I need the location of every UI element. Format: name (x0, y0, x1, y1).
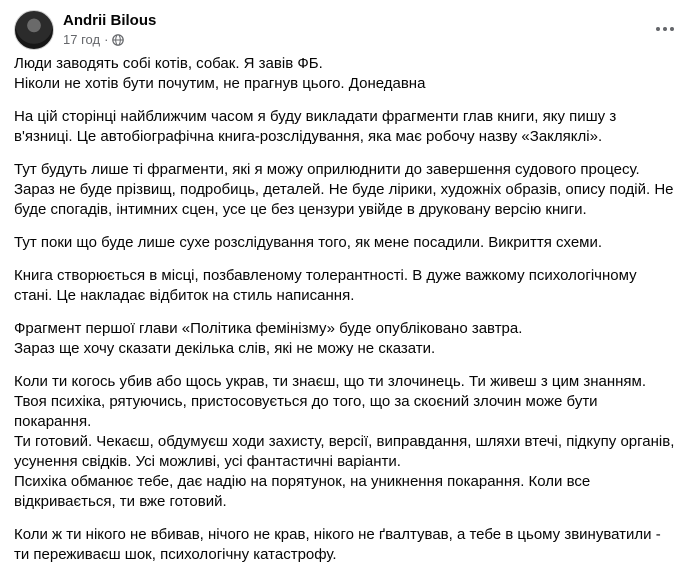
post-text-line: Коли ж ти нікого не вбивав, нічого не крав, нікого не ґвалтував, а тебе в цьому звинуватили - (14, 526, 661, 543)
post-text-line: стані. Це накладає відбиток на стиль написання. (14, 287, 355, 304)
post-text-line: в'язниці. Це автобіографічна книга-розслідування, яка має робочу назву «Закляклі». (14, 128, 603, 145)
post-text-line: Коли ти когось убив або щось украв, ти знаєш, що ти злочинець. Ти живеш з цим знанням. (14, 373, 646, 390)
post-text-line: Люди заводять собі котів, собак. Я завів ФБ. (14, 55, 323, 72)
post-meta (63, 32, 124, 47)
post-paragraph (14, 266, 683, 306)
more-options-button[interactable] (651, 14, 679, 42)
post-text-line: Зараз ще хочу сказати декілька слів, які не можу не сказати. (14, 340, 436, 357)
post-text-line: відкривається, ти вже готовий. (14, 493, 227, 510)
post-text-line: Ти готовий. Чекаєш, обдумуєш ходи захисту, версії, виправдання, шляхи втечі, підкупу органів, (14, 433, 675, 450)
post-paragraph (14, 107, 683, 147)
post-text-line: Твоя психіка, рятуючись, пристосовується до того, що за скоєний злочин може бути (14, 393, 598, 410)
post-text-line: На цій сторінці найближчим часом я буду викладати фрагменти глав книги, яку пишу з (14, 108, 617, 125)
post-paragraph (14, 54, 683, 94)
post-text-line: ти переживаєш шок, психологічну катастрофу. (14, 546, 337, 563)
post-paragraph (14, 319, 683, 359)
more-horizontal-icon (655, 19, 675, 37)
post-text (14, 54, 683, 565)
post-paragraph (14, 233, 683, 253)
post-paragraph (14, 525, 683, 565)
globe-icon[interactable] (112, 34, 124, 46)
post-header (14, 0, 683, 54)
post-text-line: Зараз не буде прізвищ, подробиць, деталей. Не буде лірики, художніх образів, опису подій. Не (14, 181, 674, 198)
post-paragraph (14, 160, 683, 220)
post-text-line: Тут поки що буде лише сухе розслідування того, як мене посадили. Викриття схеми. (14, 234, 603, 251)
post-text-line: Фрагмент першої глави «Політика фемінізму» буде опубліковано завтра. (14, 320, 523, 337)
post-text-line: покарання. (14, 413, 92, 430)
post-paragraph (14, 372, 683, 512)
post-text-line: Психіка обманює тебе, дає надію на порятунок, на уникнення покарання. Коли все (14, 473, 591, 490)
post-text-line: Тут будуть лише ті фрагменти, які я можу оприлюднити до завершення судового процесу. (14, 161, 640, 178)
post-text-line: Ніколи не хотів бути почутим, не прагнув цього. Донедавна (14, 75, 426, 92)
post-text-line: Книга створюється в місці, позбавленому толерантності. В дуже важкому психологічному (14, 267, 637, 284)
avatar[interactable] (14, 10, 54, 50)
meta-separator: · (104, 32, 109, 47)
post-text-line: усунення свідків. Усі можливі, усі фантастичні варіанти. (14, 453, 401, 470)
post-text-line: буде спогадів, інтимних сцен, усе це без цензури увійде в друковану версію книги. (14, 201, 587, 218)
post-timestamp[interactable]: 17 год (63, 32, 101, 47)
author-name[interactable]: Andrii Bilous (63, 12, 157, 29)
